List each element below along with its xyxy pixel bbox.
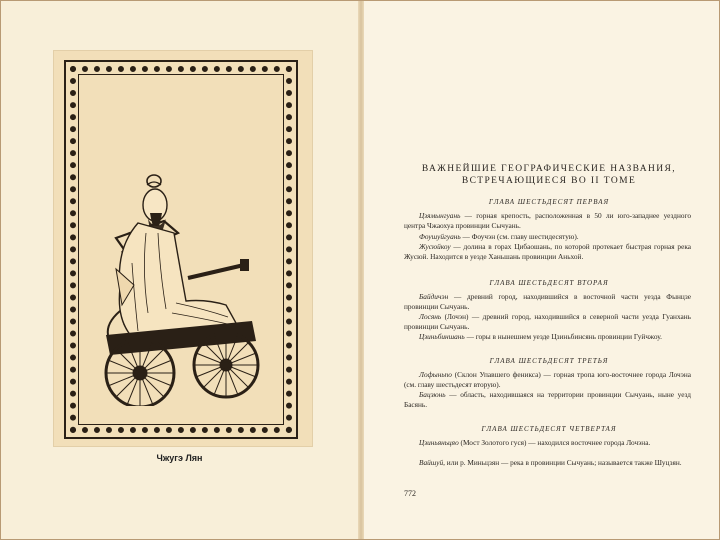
illustration-plate bbox=[53, 50, 313, 447]
page-number: 772 bbox=[404, 489, 416, 498]
page-heading-line-1: ВАЖНЕЙШИЕ ГЕОГРАФИЧЕСКИЕ НАЗВАНИЯ, bbox=[421, 164, 677, 174]
glossary-entry bbox=[404, 370, 691, 390]
entry-term: Цзямынгуань bbox=[419, 211, 461, 220]
entry-term: Байдичэн bbox=[419, 292, 449, 301]
entry-text: — Фоучэн (см. главу шестидесятую). bbox=[460, 232, 579, 241]
glossary-entry bbox=[404, 232, 691, 242]
chapter-title: ГЛАВА ШЕСТЬДЕСЯТ ПЕРВАЯ bbox=[488, 198, 610, 206]
glossary-entry bbox=[404, 390, 691, 410]
portrait-illustration bbox=[76, 73, 264, 406]
chapter-title: ГЛАВА ШЕСТЬДЕСЯТ ВТОРАЯ bbox=[489, 279, 609, 287]
glossary-entry bbox=[404, 332, 691, 342]
entry-text: (Склон Упавшего феникса) — горная тропа юго-восточнее города Лочэна (см. главу шестьдесят вторую). bbox=[404, 370, 691, 389]
illustration-caption: Чжугэ Лян bbox=[156, 453, 203, 463]
entry-term: Цзиньбиншань bbox=[419, 332, 465, 341]
entry-term: Лофыньпо bbox=[419, 370, 452, 379]
entry-term: Жусюйкоу bbox=[419, 242, 451, 251]
entry-term: Вайшуй bbox=[419, 458, 444, 467]
glossary-entry bbox=[404, 242, 691, 262]
entry-text: — горная крепость, расположенная в 50 ли юго-западнее уездного центра Чжаохуа провинции Сычуань. bbox=[404, 211, 691, 230]
glossary-entry bbox=[404, 292, 691, 312]
entry-term: Цзиньяньцяо bbox=[419, 438, 459, 447]
left-page bbox=[1, 1, 358, 539]
entry-term: Бацзюнь bbox=[419, 390, 446, 399]
glossary-entry bbox=[404, 458, 691, 468]
glossary-entry bbox=[404, 438, 691, 448]
right-page bbox=[364, 1, 719, 539]
glossary-entry bbox=[404, 312, 691, 332]
entry-text: , или р. Миньцзян — река в провинции Сычуань; называется также Шуцзян. bbox=[443, 458, 682, 467]
page-heading-line-2: ВСТРЕЧАЮЩИЕСЯ ВО II ТОМЕ bbox=[461, 176, 637, 186]
entry-text: (Лочэн) — древний город, находившийся в северной части уезда Гуанхань провинции Сычуань. bbox=[404, 312, 691, 331]
chapter-title: ГЛАВА ШЕСТЬДЕСЯТ ТРЕТЬЯ bbox=[489, 357, 609, 365]
entry-text: — область, находившаяся на территории провинции Сычуань, ныне уезд Басянь. bbox=[404, 390, 691, 409]
glossary-entry bbox=[404, 211, 691, 231]
chapter-title: ГЛАВА ШЕСТЬДЕСЯТ ЧЕТВЕРТАЯ bbox=[481, 425, 617, 433]
entry-term: Фоушуйгуань bbox=[419, 232, 461, 241]
entry-text: (Мост Золотого гуся) — находился восточнее города Лочэна. bbox=[458, 438, 651, 447]
entry-text: — древний город, находившийся в восточной части уезда Фынцзе провинции Сычуань. bbox=[404, 292, 691, 311]
entry-text: — долина в горах Цибаошань, по которой протекает быстрая горная река Жусюй. Находится в уезде Ханьшань провинции Аньхой. bbox=[404, 242, 691, 261]
entry-text: — горы в нынешнем уезде Цзиньбинсянь провинции Гуйчжоу. bbox=[464, 332, 662, 341]
page-heading bbox=[404, 163, 694, 187]
entry-term: Лосянь bbox=[419, 312, 442, 321]
